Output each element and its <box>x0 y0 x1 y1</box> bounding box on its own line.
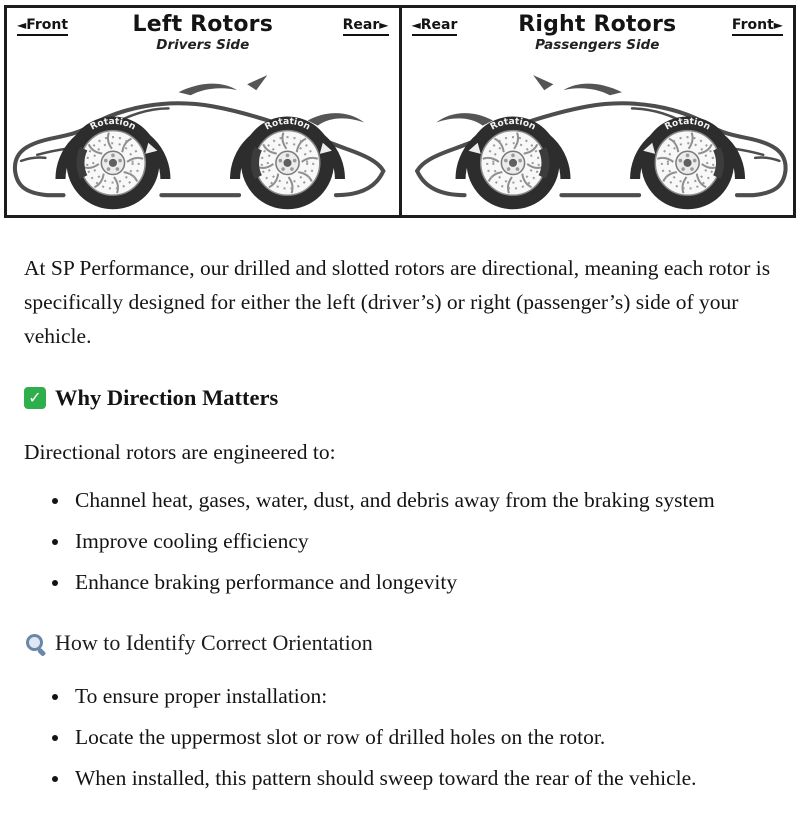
panel-title: Right Rotors <box>518 12 677 37</box>
panel-title: Left Rotors <box>132 12 274 37</box>
rotation-label: Rotation <box>88 116 138 133</box>
why-bullet-list <box>24 484 776 600</box>
list-item: • Improve cooling efficiency <box>71 525 776 559</box>
rotation-label: Rotation <box>662 116 712 133</box>
list-item: • Channel heat, gases, water, dust, and debris away from the braking system <box>71 484 776 518</box>
arrow-right-icon: ► <box>379 18 389 32</box>
right-car-illustration <box>402 62 794 215</box>
list-item: • Enhance braking performance and longevity <box>71 566 776 600</box>
list-item: • Locate the uppermost slot or row of drilled holes on the rotor. <box>71 721 776 755</box>
intro-paragraph: At SP Performance, our drilled and slotted rotors are directional, meaning each rotor is specifically designed for either the left (driver’s) or right (passenger’s) side of your vehicle. <box>24 256 771 349</box>
left-car-illustration <box>7 62 399 215</box>
right-rotors-panel <box>399 8 794 215</box>
front-direction-label: Front► <box>732 17 783 36</box>
rear-direction-label: ◄Rear <box>412 17 458 36</box>
list-item: • When installed, this pattern should sweep toward the rear of the vehicle. <box>71 762 776 796</box>
left-panel-header <box>7 8 399 62</box>
panel-subtitle: Passengers Side <box>535 37 660 53</box>
article-body <box>0 232 800 814</box>
rotor-direction-diagram <box>4 5 796 218</box>
rotation-label: Rotation <box>263 116 312 133</box>
right-panel-header <box>402 8 794 62</box>
heading-text: How to Identify Correct Orientation <box>55 629 373 655</box>
rotation-label: Rotation <box>488 116 537 133</box>
rear-direction-label: Rear► <box>343 17 389 36</box>
arrow-left-icon: ◄ <box>17 18 27 32</box>
page <box>0 5 800 814</box>
check-badge-icon <box>24 387 46 409</box>
arrow-left-icon: ◄ <box>411 18 421 32</box>
why-lead-text: Directional rotors are engineered to: <box>24 439 336 464</box>
heading-text: Why Direction Matters <box>55 385 279 411</box>
list-item: • To ensure proper installation: <box>71 680 776 714</box>
arrow-right-icon: ► <box>773 18 783 32</box>
identify-orientation-heading <box>24 626 776 661</box>
why-direction-heading <box>24 380 776 416</box>
left-rotors-panel <box>7 8 399 215</box>
magnifier-icon <box>24 632 46 654</box>
panel-subtitle: Drivers Side <box>156 37 250 53</box>
front-direction-label: ◄Front <box>17 17 68 36</box>
identify-bullet-list <box>24 680 776 796</box>
